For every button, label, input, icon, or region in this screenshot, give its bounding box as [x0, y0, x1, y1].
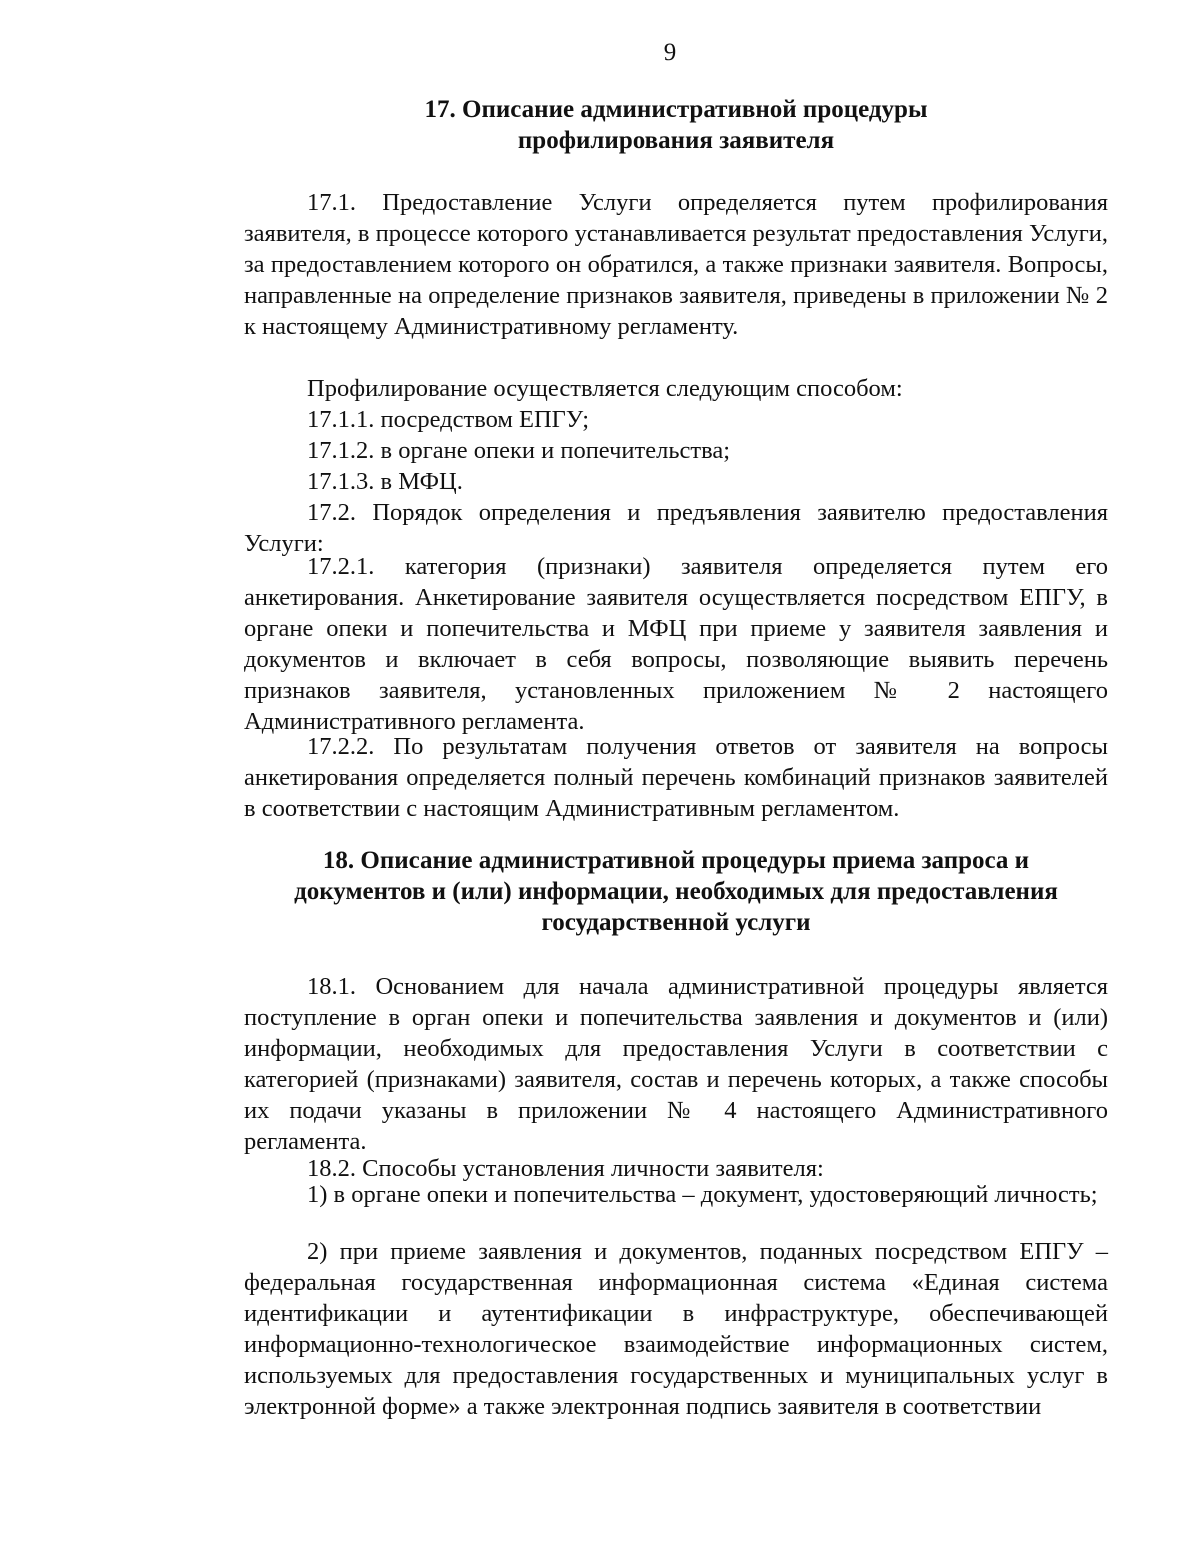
- section-18-heading-line-2: документов и (или) информации, необходимых для предоставления: [294, 878, 1058, 905]
- paragraph-18-2-item-1: 1) в органе опеки и попечительства – документ, удостоверяющий личность;: [307, 1181, 1098, 1208]
- paragraph-17-2-2: 17.2.2. По результатам получения ответов от заявителя на вопросы анкетирования определяется полный перечень комбинаций признаков заявителей в соответствии с настоящим Административным регламентом.: [244, 733, 1108, 822]
- paragraph-17-2-1: 17.2.1. категория (признаки) заявителя определяется путем его анкетирования. Анкетирование заявителя осуществляется посредством ЕПГУ, в органе опеки и попечительства и МФЦ при приеме у заявителя заявления и документов и включает в себя вопросы, позволяющие выявить перечень признаков заявителя, установленных приложением № 2 настоящего Административного регламента.: [244, 553, 1108, 735]
- section-18-heading-line-1: 18. Описание административной процедуры приема запроса и: [322, 847, 1030, 874]
- section-18-heading-line-3: государственной услуги: [541, 909, 811, 936]
- paragraph-17-1-2: 17.1.2. в органе опеки и попечительства;: [307, 437, 730, 464]
- paragraph-18-2-item-2: 2) при приеме заявления и документов, поданных посредством ЕПГУ – федеральная государственная информационная система «Единая система идентификации и аутентификации в инфраструктуре, обеспечивающей информационно-технологическое взаимодействие информационных систем, используемых для предоставления государственных и муниципальных услуг в электронной форме» а также электронная подпись заявителя в соответствии: [244, 1238, 1108, 1420]
- paragraph-17-1-3: 17.1.3. в МФЦ.: [307, 468, 463, 495]
- paragraph-17-1: 17.1. Предоставление Услуги определяется путем профилирования заявителя, в процессе которого устанавливается результат предоставления Услуги, за предоставлением которого он обратился, а также признаки заявителя. Вопросы, направленные на определение признаков заявителя, приведены в приложении № 2 к настоящему Административному регламенту.: [244, 189, 1108, 340]
- paragraph-17-1-1: 17.1.1. посредством ЕПГУ;: [307, 406, 590, 433]
- paragraph-18-2: 18.2. Способы установления личности заявителя:: [307, 1155, 824, 1182]
- paragraph-17-2: 17.2. Порядок определения и предъявления заявителю предоставления Услуги:: [244, 499, 1108, 557]
- paragraph-profiling-method: Профилирование осуществляется следующим способом:: [307, 375, 903, 402]
- section-17-heading: [240, 94, 1112, 156]
- page-number: 9: [663, 39, 677, 66]
- section-17-heading-line-1: 17. Описание административной процедуры: [424, 96, 928, 123]
- section-18-heading: [240, 845, 1112, 938]
- section-17-heading-line-2: профилирования заявителя: [517, 127, 835, 154]
- paragraph-18-1: 18.1. Основанием для начала административной процедуры является поступление в орган опеки и попечительства заявления и документов и (или) информации, необходимых для предоставления Услуги в соответствии с категорией (признаками) заявителя, состав и перечень которых, а также способы их подачи указаны в приложении № 4 настоящего Административного регламента.: [244, 973, 1108, 1155]
